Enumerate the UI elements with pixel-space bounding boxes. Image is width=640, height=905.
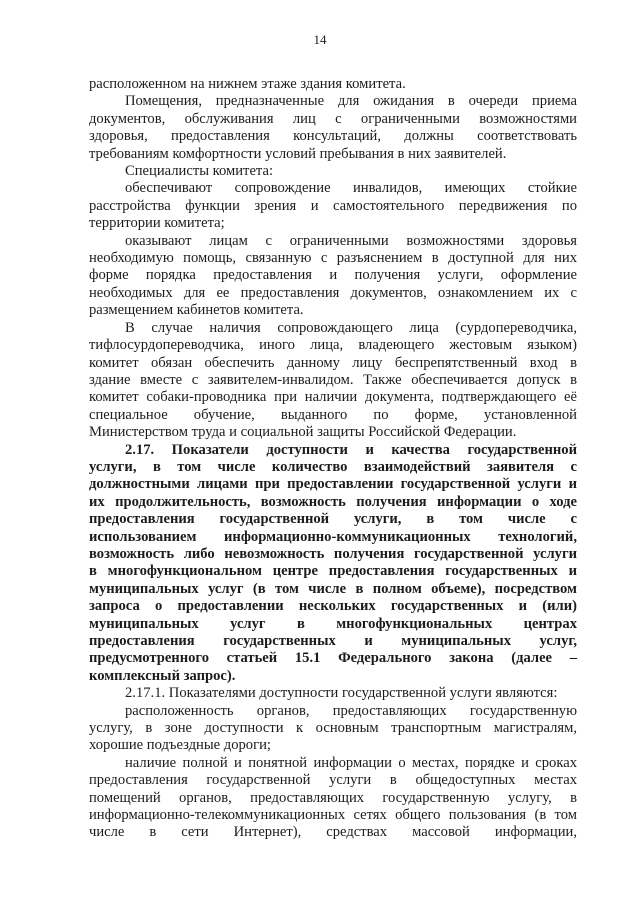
text-line: оказывают лицам с ограниченными возможностями здоровья (125, 232, 577, 249)
text-line: необходимую помощь, связанную с разъяснением в доступной для них (89, 250, 577, 267)
text-line: В случае наличия сопровождающего лица (сурдопереводчика, (125, 319, 577, 336)
text-line: запроса о предоставлении нескольких государственных и (или) (89, 598, 577, 615)
text-line: муниципальных услуг в многофункциональных центрах (89, 615, 577, 632)
text-line: 2.17. Показатели доступности и качества государственной (125, 441, 577, 458)
text-line: специальное обучение, выданного по форме, установленной (89, 406, 577, 423)
text-line: здоровья, предоставления консультаций, должны соответствовать (89, 128, 577, 145)
text-line: форме порядка предоставления и получения услуги, оформление (89, 267, 577, 284)
text-line: предусмотренного статьей 15.1 Федерального закона (далее – (89, 650, 577, 667)
text-line: требованиям комфортности условий пребывания в них заявителей. (89, 145, 507, 162)
text-line: необходимых для ее предоставления документов, ознакомлением их с (89, 284, 577, 301)
text-line: комитет обязан обеспечить данному лицу беспрепятственный вход в (89, 354, 577, 371)
text-line: услугу, в зоне доступности к основным транспортным магистралям, (89, 720, 577, 737)
text-line: числе в сети Интернет), средствах массовой информации, (89, 824, 577, 841)
page-number: 14 (313, 32, 327, 47)
text-line: тифлосурдопереводчика, иного лица, владеющего жестовым языком) (89, 337, 577, 354)
text-line: расположенность органов, предоставляющих государственную (125, 702, 577, 719)
text-line: предоставления государственных и муниципальных услуг, (89, 633, 577, 649)
text-line: должностными лицами при предоставлении государственной услуги и (89, 476, 577, 493)
text-line: предоставления государственной услуги в общедоступных местах (89, 772, 577, 789)
text-line: размещением кабинетов комитета. (89, 302, 304, 319)
text-line: в многофункциональном центре предоставления государственных и (89, 563, 577, 580)
text-line: 2.17.1. Показателями доступности государственной услуги являются: (125, 685, 558, 702)
text-line: предоставления государственной услуги, в том числе с (89, 511, 577, 528)
text-line: муниципальных услуг (в том числе в полном объеме), посредством (89, 580, 577, 597)
text-line: хорошие подъездные дороги; (89, 737, 271, 754)
text-line: Помещения, предназначенные для ожидания в очереди приема (125, 93, 577, 110)
document-body (89, 76, 577, 842)
text-line: расстройства функции зрения и самостоятельного передвижения по (89, 197, 577, 214)
text-line: комплексный запрос). (89, 667, 236, 684)
text-line: услуги, в том числе количество взаимодействий заявителя с (89, 458, 577, 475)
text-line: расположенном на нижнем этаже здания комитета. (89, 76, 406, 92)
text-line: комитет собаки-проводника при наличии документа, подтверждающего её (89, 389, 577, 406)
text-line: помещений органов, предоставляющих государственную услугу, в (89, 789, 577, 806)
text-line: Министерством труда и социальной защиты Российской Федерации. (89, 424, 517, 441)
text-line: их продолжительность, возможность получения информации о ходе (89, 493, 577, 510)
text-line: информационно-телекоммуникационных сетях общего пользования (в том (89, 807, 577, 824)
text-line: Специалисты комитета: (125, 163, 274, 180)
text-line: территории комитета; (89, 215, 225, 232)
text-line: использованием информационно-коммуникационных технологий, (89, 528, 577, 545)
text-line: обеспечивают сопровождение инвалидов, имеющих стойкие (125, 180, 577, 197)
text-line: документов, обслуживания лиц с ограниченными возможностями (89, 110, 577, 127)
text-line: здание вместе с заявителем-инвалидом. Также обеспечивается допуск в (89, 371, 577, 388)
text-line: возможность либо невозможность получения государственной услуги (89, 545, 577, 562)
text-line: наличие полной и понятной информации о местах, порядке и сроках (125, 754, 577, 771)
